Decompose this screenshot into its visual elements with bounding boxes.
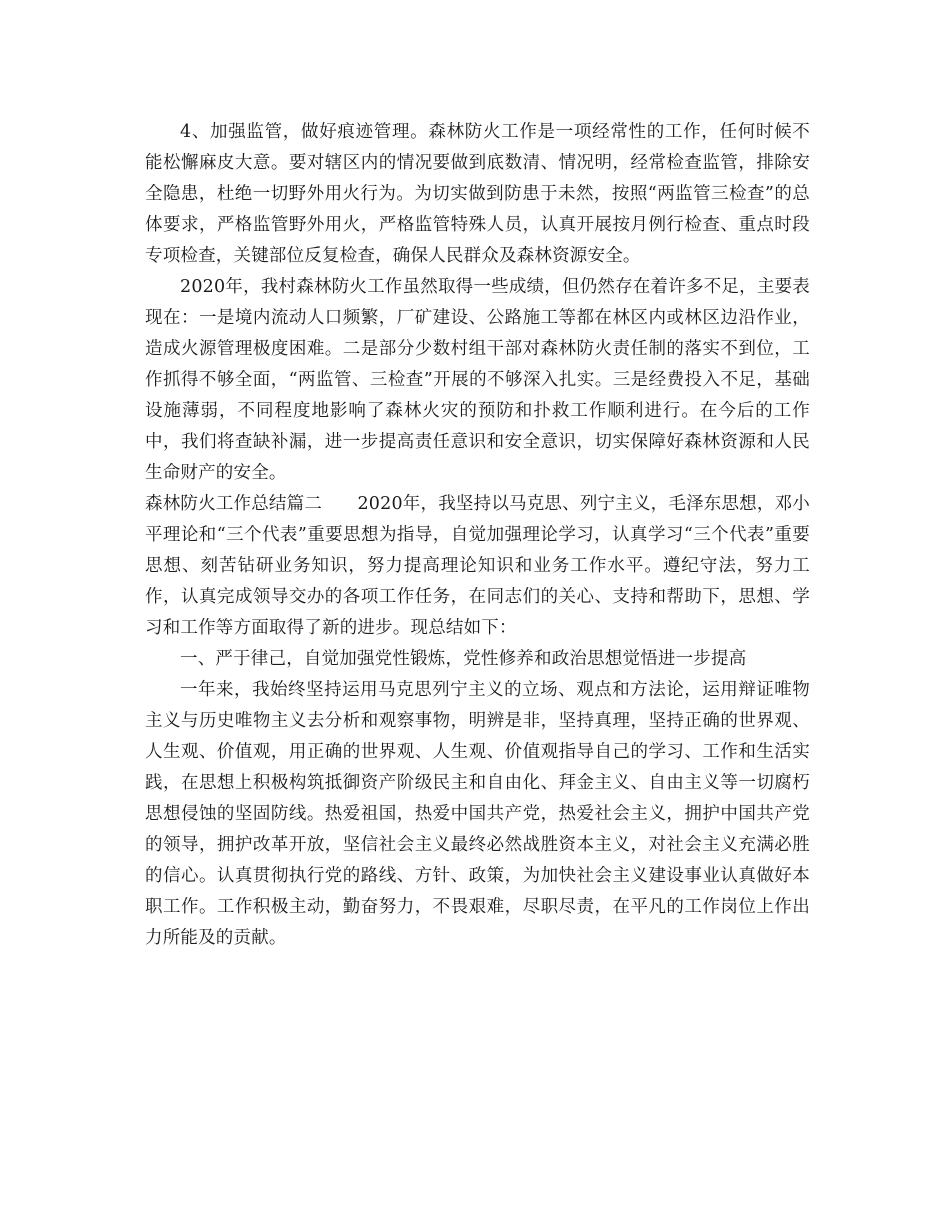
paragraph-shortcomings: 2020年，我村森林防火工作虽然取得一些成绩，但仍然存在着许多不足，主要表现在：一是境内流动人口频繁，厂矿建设、公路施工等都在林区内或林区边沿作业，造成火源管理极度困难。二是部分少数村组干部对森林防火责任制的落实不到位，工作抓得不够全面，“两监管、三检查”开展的不够深入扎实。三是经费投入不足，基础设施薄弱，不同程度地影响了森林火灾的预防和扑救工作顺利进行。在今后的工作中，我们将查缺补漏，进一步提高责任意识和安全意识，切实保障好森林资源和人民生命财产的安全。 [145,277,810,483]
section-heading-discipline: 一、严于律己，自觉加强党性锻炼，党性修养和政治思想觉悟进一步提高 [180,649,747,669]
paragraph-summary-part-two: 森林防火工作总结篇二 2020年，我坚持以马克思、列宁主义，毛泽东思想，邓小平理论和“三个代表”重要思想为指导，自觉加强理论学习，认真学习“三个代表”重要思想、刻苦钻研业务知识，努力提高理论知识和业务工作水平。遵纪守法，努力工作，认真完成领导交办的各项工作任务，在同志们的关心、支持和帮助下，思想、学习和工作等方面取得了新的进步。现总结如下： [145,494,810,638]
paragraph-supervision: 4、加强监管，做好痕迹管理。森林防火工作是一项经常性的工作，任何时候不能松懈麻皮大意。要对辖区内的情况要做到底数清、情况明，经常检查监管，排除安全隐患，杜绝一切野外用火行为。为切实做到防患于未然，按照“两监管三检查”的总体要求，严格监管野外用火，严格监管特殊人员，认真开展按月例行检查、重点时段专项检查，关键部位反复检查，确保人民群众及森林资源安全。 [145,122,810,266]
paragraph-ideology: 一年来，我始终坚持运用马克思列宁主义的立场、观点和方法论，运用辩证唯物主义与历史唯物主义去分析和观察事物，明辨是非，坚持真理，坚持正确的世界观、人生观、价值观，用正确的世界观、人生观、价值观指导自己的学习、工作和生活实践，在思想上积极构筑抵御资产阶级民主和自由化、拜金主义、自由主义等一切腐朽思想侵蚀的坚固防线。热爱祖国，热爱中国共产党，热爱社会主义，拥护中国共产党的领导，拥护改革开放，坚信社会主义最终必然战胜资本主义，对社会主义充满必胜的信心。认真贯彻执行党的路线、方针、政策，为加快社会主义建设事业认真做好本职工作。工作积极主动，勤奋努力，不畏艰难，尽职尽责，在平凡的工作岗位上作出力所能及的贡献。 [145,680,810,948]
document-body [145,117,810,954]
